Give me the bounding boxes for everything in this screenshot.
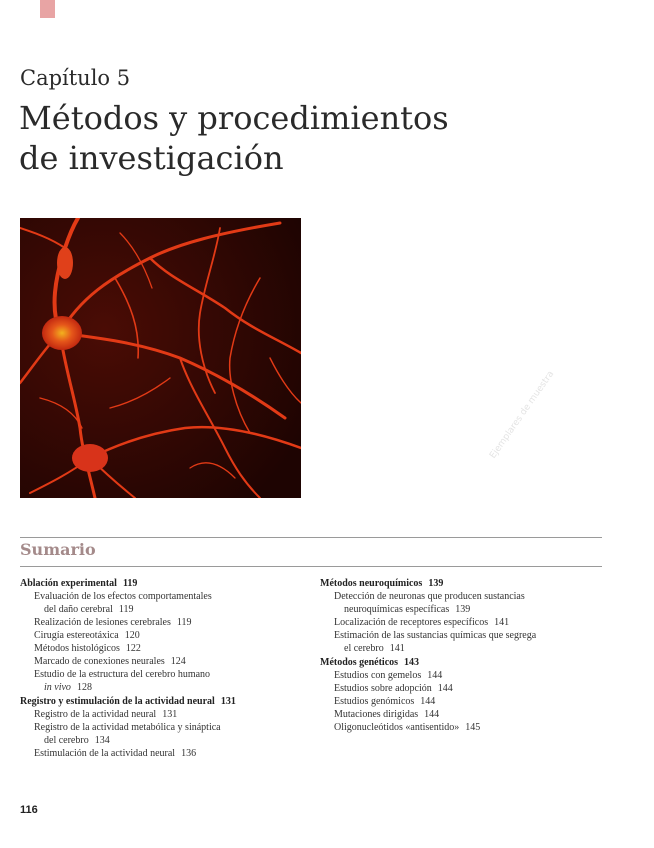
toc-page-number: 141 xyxy=(494,617,510,628)
toc-entry-text: Cirugía estereotáxica xyxy=(34,630,119,641)
toc-entry-continuation-text: neuroquímicas específicas xyxy=(344,604,450,615)
toc-page-number: 144 xyxy=(424,709,440,720)
toc-entry-text: Registro y estimulación de la actividad neural xyxy=(20,696,215,707)
toc-entry xyxy=(20,616,305,629)
chapter-title xyxy=(19,98,449,178)
toc-entry xyxy=(20,655,305,668)
toc-section-heading xyxy=(320,577,610,590)
toc-entry xyxy=(20,708,305,721)
toc-entry-text: Estimación de las sustancias químicas que segrega xyxy=(334,630,537,641)
toc-entry-text: Localización de receptores específicos xyxy=(334,617,489,628)
toc-section-heading xyxy=(20,577,305,590)
summary-top-rule xyxy=(20,537,602,538)
toc-page-number: 124 xyxy=(170,656,186,667)
toc-entry-text: Estudio de la estructura del cerebro humano xyxy=(34,669,211,680)
toc-entry-text: Oligonucleótidos «antisentido» xyxy=(334,722,460,733)
toc-entry-text: Estudios genómicos xyxy=(334,696,415,707)
toc-entry-continuation-text: el cerebro xyxy=(344,643,384,654)
toc-entry-text: Métodos genéticos xyxy=(320,657,399,668)
toc-entry xyxy=(20,629,305,642)
toc-entry-text: Realización de lesiones cerebrales xyxy=(34,617,171,628)
toc-entry-continuation xyxy=(334,642,610,655)
toc-entry-continuation-text: del cerebro xyxy=(44,735,89,746)
toc-page-number: 139 xyxy=(455,604,471,615)
toc-entry-text: Métodos histológicos xyxy=(34,643,120,654)
toc-entry xyxy=(320,669,610,682)
chapter-label: Capítulo 5 xyxy=(20,66,131,90)
toc-entry xyxy=(320,695,610,708)
chapter-title-line-2: de investigación xyxy=(19,139,284,177)
toc-section-heading xyxy=(320,656,610,669)
toc-entry xyxy=(20,642,305,655)
toc-page-number: 141 xyxy=(389,643,405,654)
summary-heading: Sumario xyxy=(20,540,96,559)
toc-entry-continuation xyxy=(334,603,610,616)
toc-page-number: 134 xyxy=(94,735,110,746)
toc-page-number: 139 xyxy=(428,578,444,589)
toc-page-number: 119 xyxy=(118,604,134,615)
toc-page-number: 119 xyxy=(122,578,138,589)
toc-entry-text: Registro de la actividad metabólica y sináptica xyxy=(34,722,221,733)
toc-page-number: 145 xyxy=(465,722,481,733)
toc-entry-text: Detección de neuronas que producen sustancias xyxy=(334,591,525,602)
toc-page-number: 144 xyxy=(420,696,436,707)
toc-entry xyxy=(320,721,610,734)
toc-entry-text: Métodos neuroquímicos xyxy=(320,578,423,589)
toc-left-column xyxy=(20,576,305,760)
toc-page-number: 119 xyxy=(176,617,192,628)
toc-entry-text: Ablación experimental xyxy=(20,578,117,589)
neuron-micrograph-image xyxy=(20,218,301,498)
toc-entry-continuation xyxy=(34,603,305,616)
toc-entry xyxy=(320,682,610,695)
watermark: Ejemplares de muestra xyxy=(488,369,557,461)
toc-page-number: 143 xyxy=(404,657,420,668)
toc-entry-text: Marcado de conexiones neurales xyxy=(34,656,165,667)
toc-entry-continuation-text: in vivo xyxy=(44,682,71,693)
toc-entry xyxy=(20,668,305,694)
toc-entry-text: Mutaciones dirigidas xyxy=(334,709,419,720)
toc-entry-text: Estudios sobre adopción xyxy=(334,683,432,694)
toc-entry xyxy=(320,590,610,616)
toc-entry-continuation xyxy=(34,681,305,694)
page-number: 116 xyxy=(20,804,38,816)
toc-entry xyxy=(320,629,610,655)
toc-page-number: 131 xyxy=(220,696,236,707)
toc-section-heading xyxy=(20,695,305,708)
toc-entry xyxy=(20,721,305,747)
toc-page-number: 120 xyxy=(124,630,140,641)
toc-entry-text: Evaluación de los efectos comportamentales xyxy=(34,591,212,602)
toc-page-number: 144 xyxy=(427,670,443,681)
toc-right-column xyxy=(320,576,610,734)
toc-entry xyxy=(320,708,610,721)
toc-entry xyxy=(320,616,610,629)
toc-entry xyxy=(20,590,305,616)
toc-page-number: 136 xyxy=(181,748,197,759)
toc-entry-text: Registro de la actividad neural xyxy=(34,709,157,720)
toc-page-number: 144 xyxy=(437,683,453,694)
toc-entry-text: Estudios con gemelos xyxy=(334,670,422,681)
toc-entry-continuation-text: del daño cerebral xyxy=(44,604,113,615)
toc-entry-text: Estimulación de la actividad neural xyxy=(34,748,176,759)
toc-entry xyxy=(20,747,305,760)
chapter-tab-marker xyxy=(40,0,55,18)
toc-entry-continuation xyxy=(34,734,305,747)
toc-page-number: 131 xyxy=(162,709,178,720)
toc-page-number: 122 xyxy=(125,643,141,654)
toc-page-number: 128 xyxy=(76,682,92,693)
summary-bottom-rule xyxy=(20,566,602,567)
chapter-title-line-1: Métodos y procedimientos xyxy=(19,99,449,137)
